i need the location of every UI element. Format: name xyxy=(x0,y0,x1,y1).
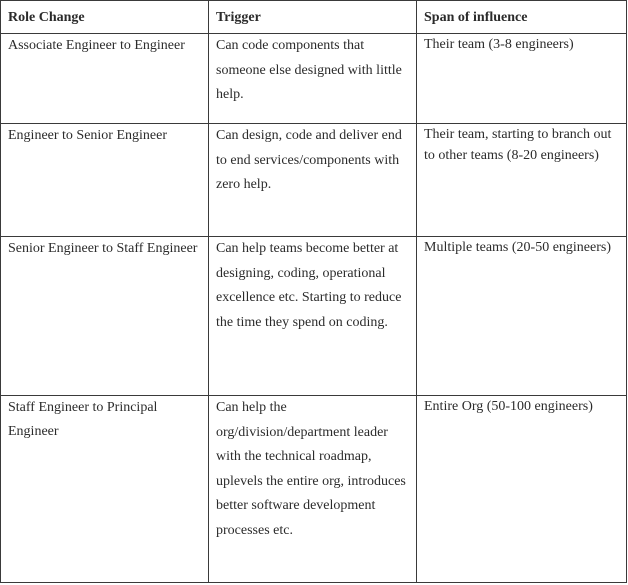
table-row xyxy=(1,124,627,237)
role-cell: Staff Engineer to Principal Engineer xyxy=(1,396,209,583)
span-cell: Entire Org (50-100 engineers) xyxy=(417,396,627,583)
trigger-cell: Can code components that someone else designed with little help. xyxy=(209,34,417,124)
table-row xyxy=(1,34,627,124)
trigger-cell: Can design, code and deliver end to end services/components with zero help. xyxy=(209,124,417,237)
trigger-cell: Can help teams become better at designing, coding, operational excellence etc. Starting to reduce the time they spend on coding. xyxy=(209,237,417,396)
role-cell: Engineer to Senior Engineer xyxy=(1,124,209,237)
table-row xyxy=(1,396,627,583)
header-trigger: Trigger xyxy=(209,1,417,34)
span-cell: Their team (3-8 engineers) xyxy=(417,34,627,124)
trigger-cell: Can help the org/division/department leader with the technical roadmap, uplevels the entire org, introduces better software development processes etc. xyxy=(209,396,417,583)
role-cell: Senior Engineer to Staff Engineer xyxy=(1,237,209,396)
header-span-of-influence: Span of influence xyxy=(417,1,627,34)
table-row xyxy=(1,237,627,396)
span-cell: Multiple teams (20-50 engineers) xyxy=(417,237,627,396)
role-cell: Associate Engineer to Engineer xyxy=(1,34,209,124)
span-cell: Their team, starting to branch out to other teams (8-20 engineers) xyxy=(417,124,627,237)
table-header-row xyxy=(1,1,627,34)
header-role-change: Role Change xyxy=(1,1,209,34)
